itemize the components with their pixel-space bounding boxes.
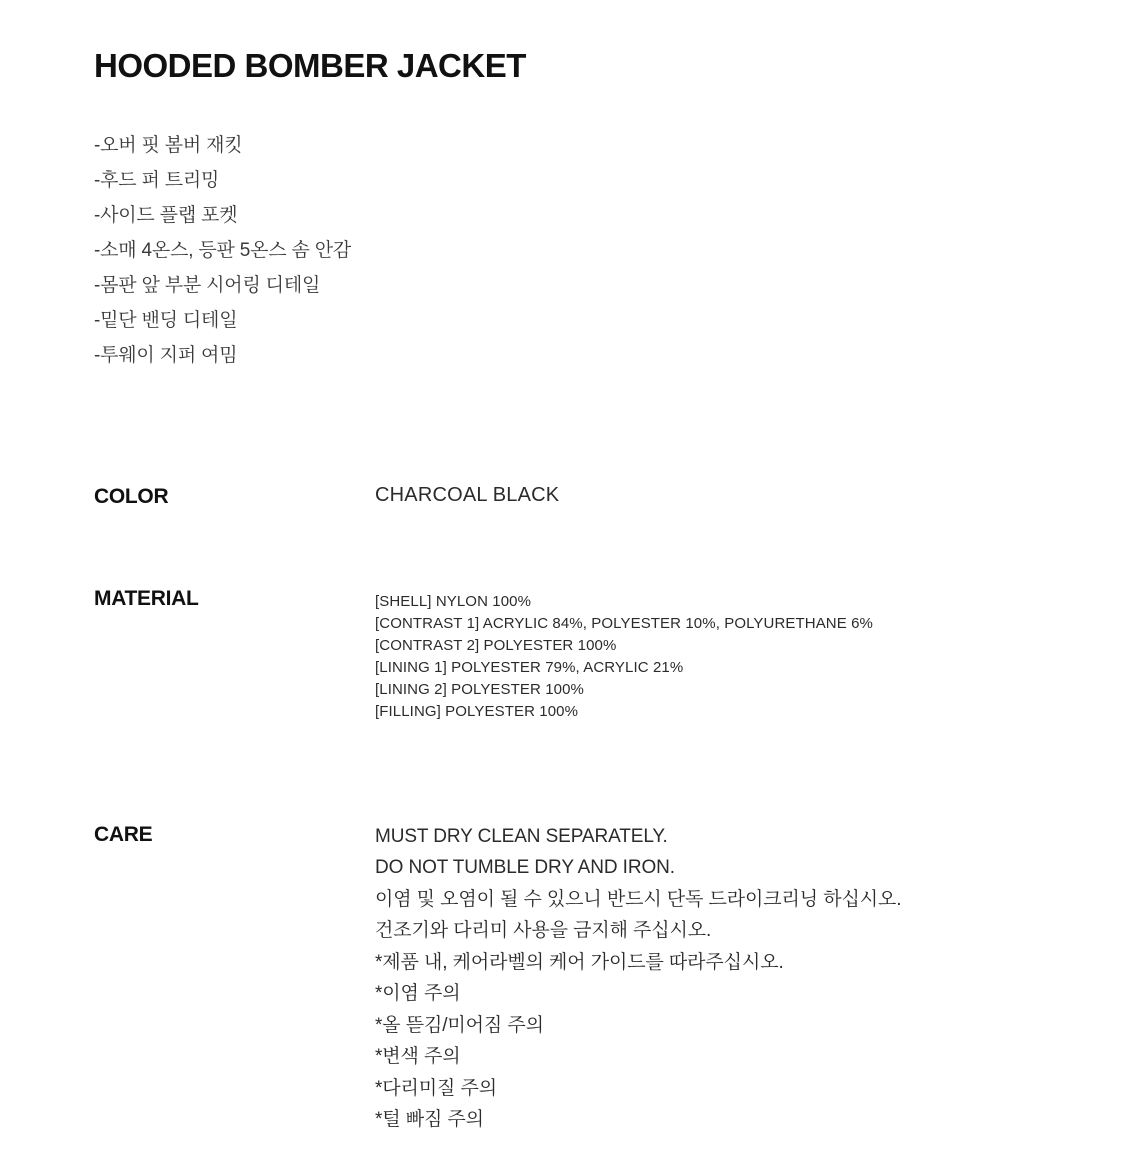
- care-line: *털 빠짐 주의: [375, 1109, 484, 1131]
- feature-list: [94, 128, 1031, 373]
- care-line: 건조기와 다리미 사용을 금지해 주십시오.: [375, 920, 712, 942]
- care-line: *제품 내, 케어라벨의 케어 가이드를 따라주십시오.: [375, 951, 784, 973]
- list-item: -투웨이 지퍼 여밈: [94, 344, 238, 366]
- care-section-label: CARE: [94, 822, 153, 846]
- material-line: [CONTRAST 1] ACRYLIC 84%, POLYESTER 10%, POLYURETHANE 6%: [375, 614, 873, 632]
- page-title: HOODED BOMBER JACKET: [94, 47, 526, 84]
- list-item: -후드 퍼 트리밍: [94, 169, 220, 191]
- color-section: [94, 483, 1031, 509]
- color-value-text: CHARCOAL BLACK: [375, 483, 560, 506]
- material-section-label: MATERIAL: [94, 586, 199, 610]
- list-item: -밑단 밴딩 디테일: [94, 309, 238, 331]
- care-line: *올 뜯김/미어짐 주의: [375, 1014, 544, 1036]
- care-line: 이염 및 오염이 될 수 있으니 반드시 단독 드라이크리닝 하십시오.: [375, 888, 902, 910]
- care-line: *다리미질 주의: [375, 1077, 497, 1099]
- list-item: -소매 4온스, 등판 5온스 솜 안감: [94, 239, 352, 261]
- material-section-value: [375, 587, 1031, 723]
- color-section-label: COLOR: [94, 484, 169, 508]
- list-item: -몸판 앞 부분 시어링 디테일: [94, 274, 321, 296]
- list-item: -오버 핏 봄버 재킷: [94, 134, 243, 156]
- material-line: [FILLING] POLYESTER 100%: [375, 702, 579, 720]
- material-line: [CONTRAST 2] POLYESTER 100%: [375, 636, 617, 654]
- care-line: MUST DRY CLEAN SEPARATELY.: [375, 825, 668, 847]
- care-section: [94, 821, 1031, 1136]
- color-section-value: [375, 483, 1031, 507]
- care-section-value: [375, 821, 1031, 1136]
- list-item: -사이드 플랩 포켓: [94, 204, 238, 226]
- care-line: *이염 주의: [375, 983, 461, 1005]
- care-line: *변색 주의: [375, 1046, 461, 1068]
- care-line: DO NOT TUMBLE DRY AND IRON.: [375, 857, 675, 879]
- material-line: [LINING 2] POLYESTER 100%: [375, 680, 584, 698]
- material-section: [94, 587, 1031, 723]
- material-line: [LINING 1] POLYESTER 79%, ACRYLIC 21%: [375, 658, 684, 676]
- material-line: [SHELL] NYLON 100%: [375, 592, 532, 610]
